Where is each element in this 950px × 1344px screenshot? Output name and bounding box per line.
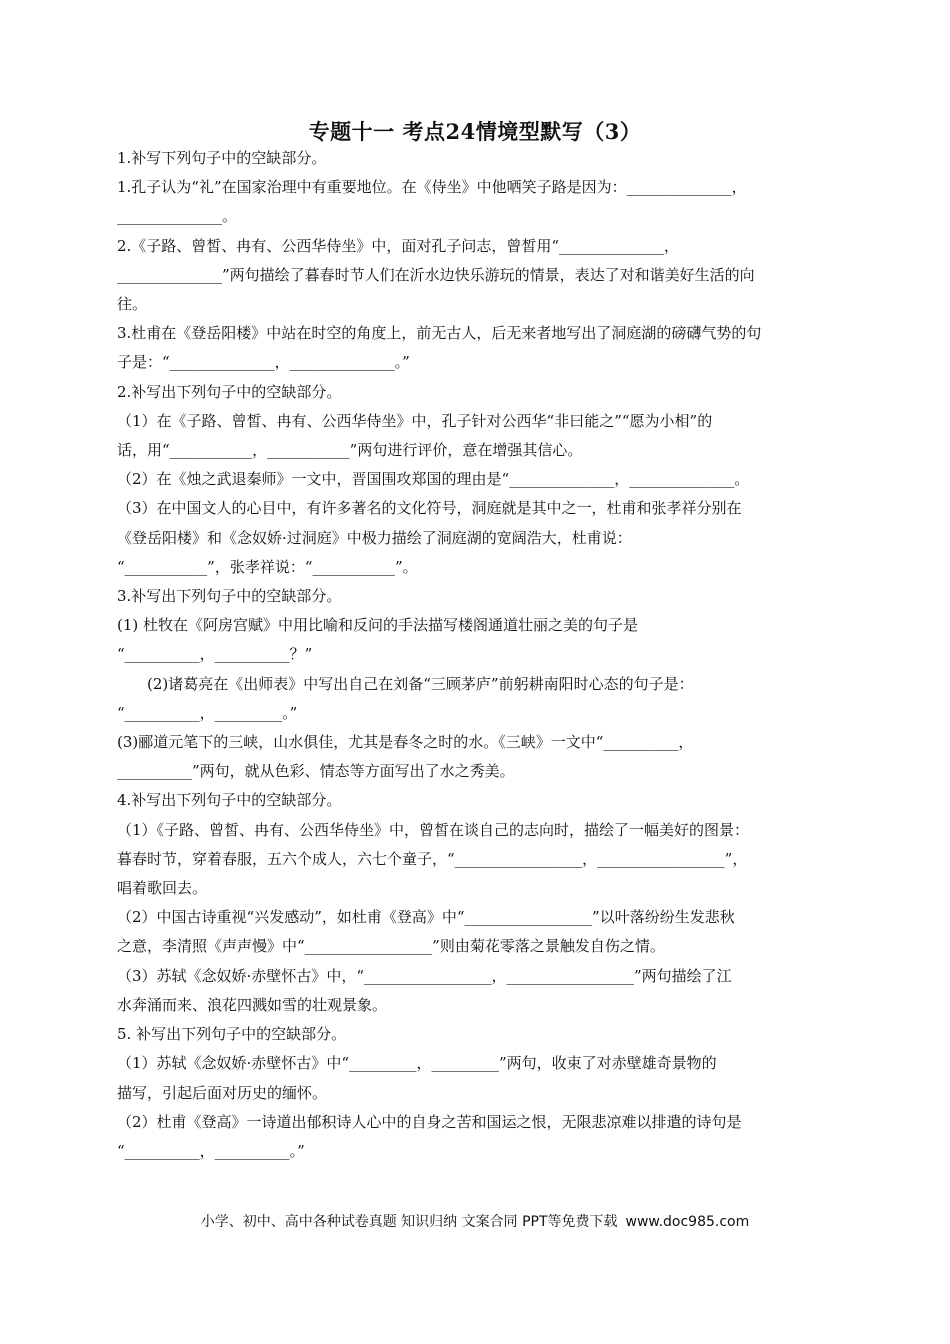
text-line: 往。 <box>117 295 148 314</box>
text-line: 子是：“______________，______________。” <box>117 353 410 372</box>
text-line: 3.杜甫在《登岳阳楼》中站在时空的角度上，前无古人，后无来者地写出了洞庭湖的磅礴气势的句 <box>117 324 762 343</box>
text-line: ______________”两句描绘了暮春时节人们在沂水边快乐游玩的情景，表达了对和谐美好生活的向 <box>117 265 755 284</box>
text-line: （2）在《烛之武退秦师》一文中，晋国围攻郑国的理由是“______________，______________。 <box>117 470 750 489</box>
text-line: 唱着歌回去。 <box>117 879 208 898</box>
text-line: ______________。 <box>117 207 238 226</box>
text-line: 描写，引起后面对历史的缅怀。 <box>117 1083 328 1102</box>
text-line: “__________，__________？” <box>117 645 313 664</box>
text-line: 1.孔子认为“礼”在国家治理中有重要地位。在《侍坐》中他哂笑子路是因为：______________， <box>117 178 747 197</box>
text-line: “__________，_________。” <box>117 703 298 722</box>
text-line: 5. 补写出下列句子中的空缺部分。 <box>117 1025 347 1044</box>
text-line: 之意，李清照《声声慢》中“_________________”则由菊花零落之景触发自伤之情。 <box>117 937 665 956</box>
text-line: （1）在《子路、曾皙、冉有、公西华侍坐》中，孔子针对公西华“非曰能之”“愿为小相”的 <box>117 411 713 430</box>
text-line: 1.补写下列句子中的空缺部分。 <box>117 149 327 167</box>
text-line: （2）中国古诗重视“兴发感动”，如杜甫《登高》中“_________________”以叶落纷纷生发悲秋 <box>117 908 735 927</box>
text-line: 《登岳阳楼》和《念奴娇·过洞庭》中极力描绘了洞庭湖的宽阔浩大，杜甫说： <box>117 528 632 547</box>
text-line: (2)诸葛亮在《出师表》中写出自己在刘备“三顾茅庐”前躬耕南阳时心态的句子是： <box>147 674 694 693</box>
text-line: 水奔涌而来、浪花四溅如雪的壮观景象。 <box>117 995 388 1014</box>
text-line: （1）苏轼《念奴娇·赤壁怀古》中“_________，_________”两句，收束了对赤壁雄奇景物的 <box>117 1054 717 1073</box>
footer-text: 小学、初中、高中各种试卷真题 知识归纳 文案合同 PPT等免费下载 <box>200 1214 618 1230</box>
text-line: 4.补写出下列句子中的空缺部分。 <box>117 791 342 810</box>
page-footer <box>0 1211 950 1231</box>
text-line: 2.补写出下列句子中的空缺部分。 <box>117 382 342 401</box>
text-line: “___________”，张孝祥说：“___________”。 <box>117 557 418 576</box>
text-line: __________”两句，就从色彩、情态等方面写出了水之秀美。 <box>117 762 515 781</box>
text-line: (1) 杜牧在《阿房宫赋》中用比喻和反问的手法描写楼阁通道壮丽之美的句子是 <box>117 616 639 635</box>
text-line: 话，用“___________，___________”两句进行评价，意在增强其信心。 <box>117 441 583 460</box>
document-title: 专题十一 考点24情境型默写（3） <box>308 119 642 144</box>
text-line: （1）《子路、曾皙、冉有、公西华侍坐》中，曾皙在谈自己的志向时，描绘了一幅美好的图景： <box>117 820 750 839</box>
text-line: （3）在中国文人的心目中，有许多著名的文化符号，洞庭就是其中之一，杜甫和张孝祥分别在 <box>117 499 742 518</box>
text-line: （2）杜甫《登高》一诗道出郁积诗人心中的自身之苦和国运之恨，无限悲凉难以排遣的诗句是 <box>117 1112 742 1131</box>
question-content <box>117 144 837 1166</box>
text-line: 3.补写出下列句子中的空缺部分。 <box>117 587 342 606</box>
text-line: “__________，__________。” <box>117 1141 305 1160</box>
text-line: (3)郦道元笔下的三峡，山水俱佳，尤其是春冬之时的水。《三峡》一文中“__________， <box>117 733 694 752</box>
text-line: （3）苏轼《念奴娇·赤壁怀古》中，“_________________，_________________”两句描绘了江 <box>117 966 732 985</box>
text-line: 暮春时节，穿着春服，五六个成人，六七个童子，“_________________，_________________”， <box>117 849 748 868</box>
text-line: 2.《子路、曾皙、冉有、公西华侍坐》中，面对孔子问志，曾皙用“______________， <box>117 236 679 255</box>
footer-url[interactable]: www.doc985.com <box>625 1214 750 1230</box>
